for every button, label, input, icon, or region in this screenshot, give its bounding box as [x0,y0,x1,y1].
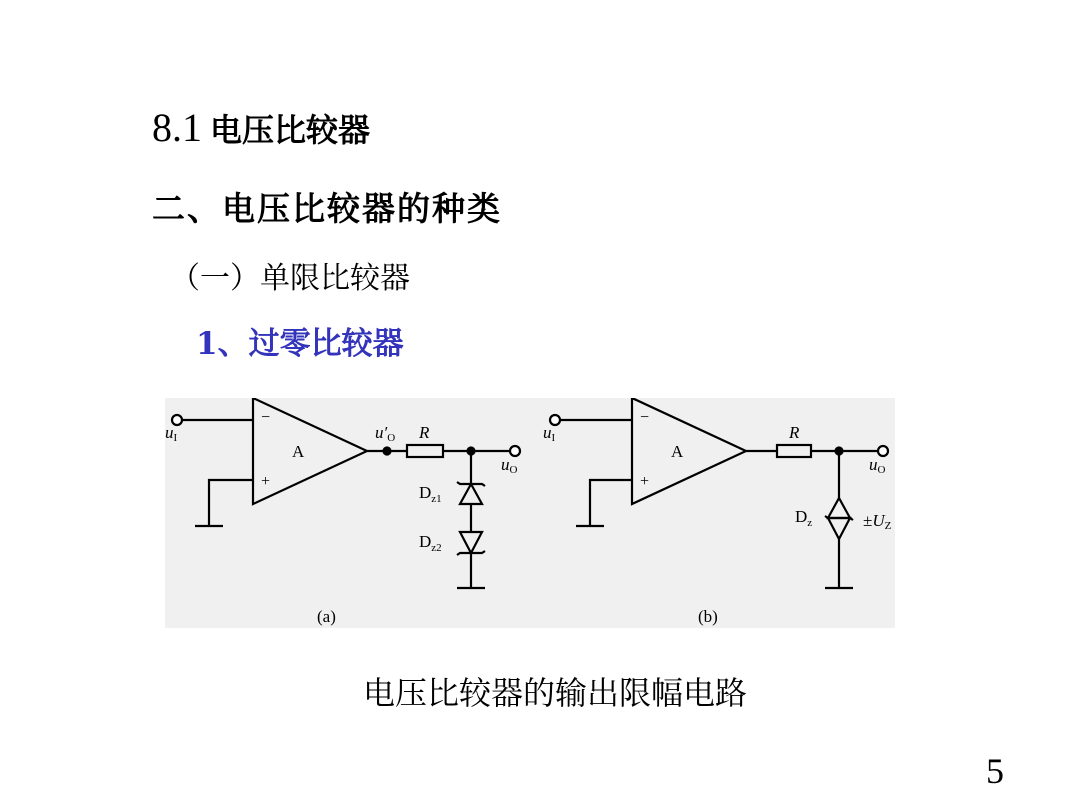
circuit-b-input-label: uI [543,423,556,444]
item-heading: 1、过零比较器 [196,326,404,362]
circuit-b-zener-voltage-label: ±UZ [863,511,892,532]
circuit-a-resistor [407,445,443,457]
circuit-a [172,398,520,588]
section-title-text: 电压比较器 [210,111,371,149]
circuit-a-panel-label: (a) [317,607,336,626]
figure-caption: 电压比较器的输出限幅电路 [362,674,747,712]
circuit-a-plus-sign: + [261,473,271,490]
circuit-b-resistor-label: R [789,423,800,442]
circuit-b-double-zener [825,498,853,539]
circuit-a-zener2 [457,532,485,555]
circuit-b-zener-label: $D_z$ [795,507,813,529]
circuit-b-output-label: uO [869,455,886,476]
circuit-a-opamp-label: A [292,442,305,461]
circuit-a-output-label: uO [501,455,518,476]
circuit-a-node-dot [384,448,391,455]
circuit-b-panel-label: (b) [698,607,718,626]
circuit-b-opamp [632,398,746,504]
circuit-a-zener1-label: $D_{z1}$ [419,483,442,505]
circuit-b [550,398,888,588]
page-number: 5 [986,751,1004,791]
circuit-b-input-terminal [550,415,560,425]
circuit-a-input-label: uI [165,423,178,444]
circuit-b-output-terminal [878,446,888,456]
circuit-a-output-terminal [510,446,520,456]
circuit-b-minus-sign: − [640,409,650,426]
sub-subheading: （一）单限比较器 [170,261,410,296]
circuit-diagram-panel [165,398,895,628]
circuit-a-resistor-label: R [419,423,430,442]
circuit-a-opamp [253,398,367,504]
circuit-b-resistor [777,445,811,457]
circuit-a-input-terminal [172,415,182,425]
circuit-a-minus-sign: − [261,409,271,426]
circuit-a-zener1 [457,482,485,504]
circuit-diagram [165,398,895,628]
section-number: 8.1 [152,105,202,150]
circuit-b-opamp-label: A [671,442,684,461]
circuit-b-plus-sign: + [640,473,650,490]
circuit-a-node-label: u′O [375,423,396,444]
section-title [152,104,370,151]
subheading: 二、电压比较器的种类 [152,189,502,228]
circuit-a-zener2-label: $D_{z2}$ [419,532,442,554]
